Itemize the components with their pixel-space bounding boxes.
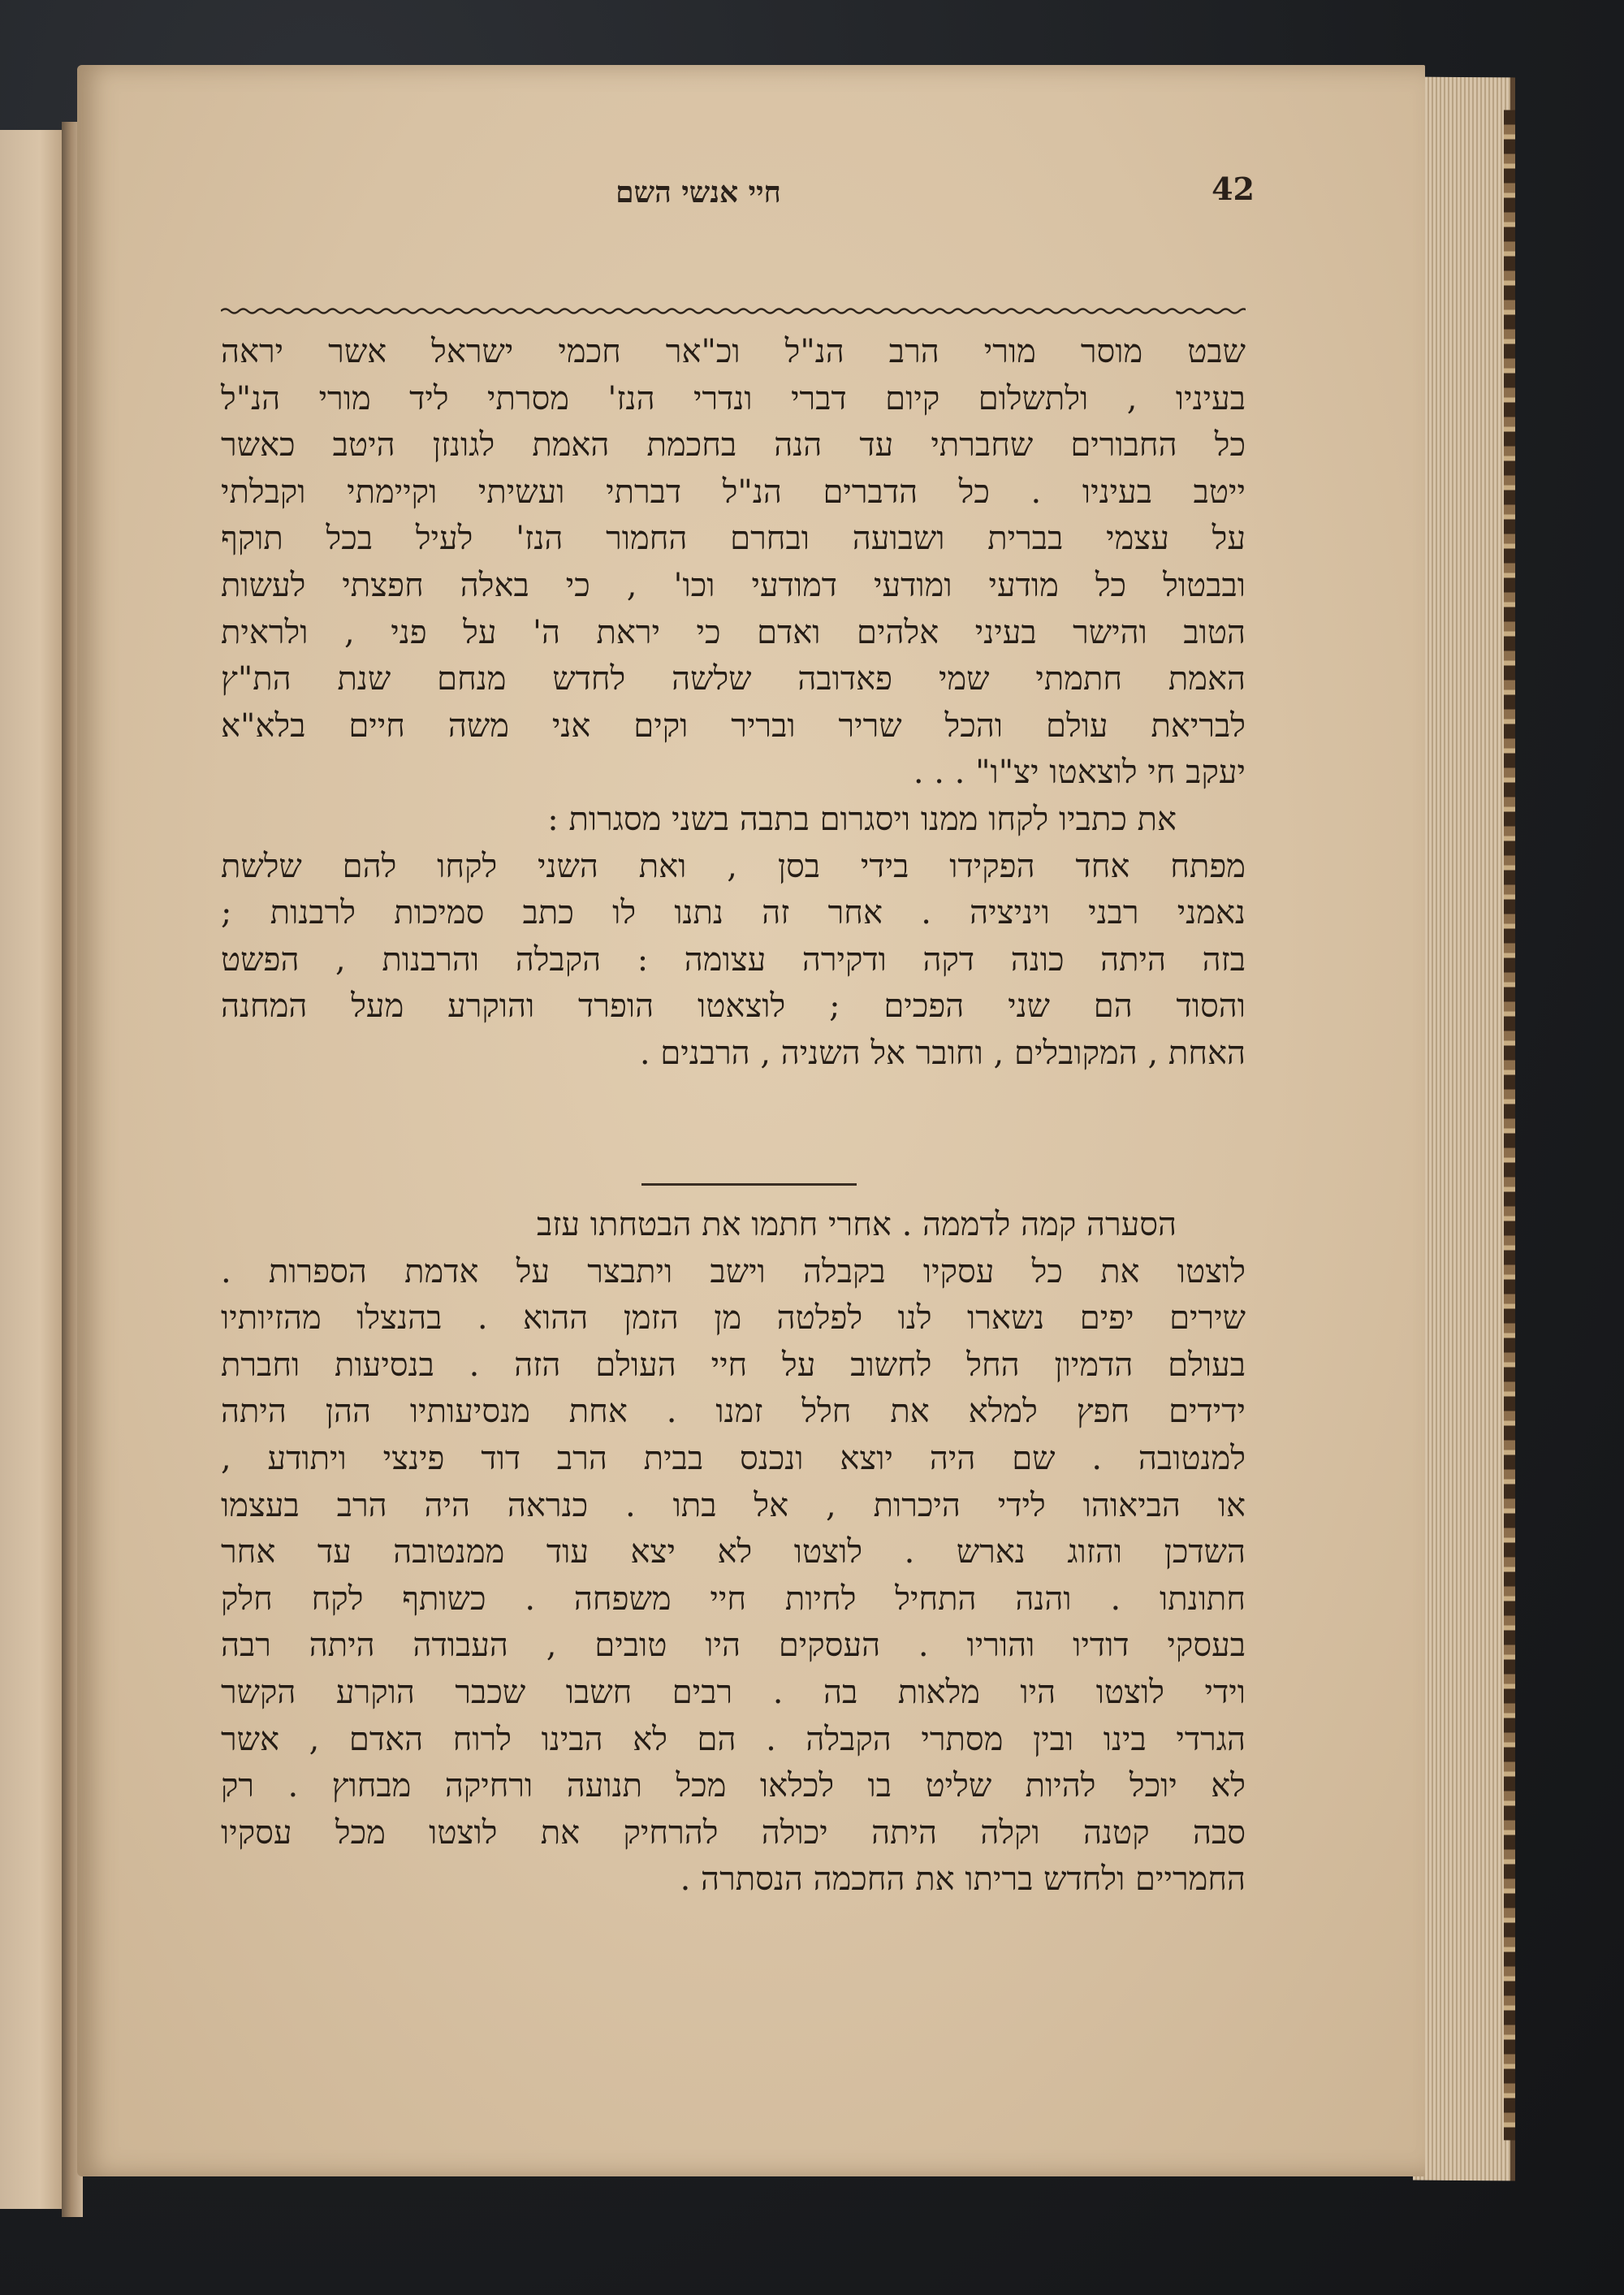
text-line: לא יוכל להיות שליט בו לכלאו מכל תנועה ורחיקה מבחוץ . רק [221,1767,1246,1805]
text-line: שבט מוסר מורי הרב הנ"ל וכ"אר חכמי ישראל אשר יראה [221,333,1246,370]
text-line: והסוד הם שני הפכים ; לוצאטו הופרד והוקרע מעל המחנה [221,988,1246,1026]
text-line: בעולם הדמיון החל לחשוב על חיי העולם הזה . בנסיעות וחברת [221,1346,1246,1384]
text-line: או הביאוהו לידי היכרות , אל בתו . כנראה היה הרב בעצמו [221,1486,1246,1524]
section-1-text [221,329,1246,1078]
text-line: על עצמי בברית ושבועה ובחרם החמור הנז' לעיל בכל תוקף [221,520,1246,558]
text-line: כל החבורים שחברתי עד הנה בחכמת האמת לגונזן היטב כאשר [221,426,1246,465]
page-header [142,171,1255,227]
section-2-text [221,1202,1246,1904]
text-line: בעסקי דודיו והוריו . העסקים היו טובים , העבודה היתה רבה [221,1627,1246,1665]
text-line: מפתח אחד הפקידו בידי בסן , ואת השני לקחו להם שלשת [221,847,1246,885]
text-line: הסערה קמה לדממה . אחרי חתמו את הבטחתו עזב [536,1206,1177,1243]
text-line: לבריאת עולם והכל שריר ובריר וקים אני משה חיים בלא"א [221,707,1246,745]
text-line: למנטובה . שם היה יוצא ונכנס בבית הרב דוד פינצי ויתודע , [221,1439,1246,1477]
page-stack-edge [1413,77,1515,2181]
text-line: את כתביו לקחו ממנו ויסגרום בתבה בשני מסגרות : [547,800,1177,838]
text-line: ייטב בעיניו . כל הדברים הנ"ל דברתי ועשיתי וקיימתי וקבלתי [221,473,1246,511]
text-line: בעיניו , ולתשלום קיום דברי ונדרי הנז' מסרתי ליד מורי הנ"ל [221,379,1246,417]
text-line: האמת חתמתי שמי פאדובה שלשה לחדש מנחם שנת הת"ץ [221,660,1246,698]
text-line: השדכן והזוג נארש . לוצטו לא יצא עוד ממנטובה עד אחר [221,1533,1246,1571]
text-line: סבה קטנה וקלה היתה יכולה להרחיק את לוצטו מכל עסקיו [221,1813,1246,1852]
section-divider [641,1183,857,1186]
text-line: שירים יפים נשארו לנו לפלטה מן הזמן ההוא . בהנצלו מהזיותיו [221,1299,1246,1338]
text-line: האחת , המקובלים , וחובר אל השניה , הרבנים . [639,1034,1246,1072]
running-title: חיי אנשי השם [615,175,781,210]
text-line: החמריים ולחדש בריתו את החכמה הנסתרה . [680,1861,1246,1899]
text-line: הטוב והישר בעיני אלהים ואדם כי יראת ה' על פני , ולראית [221,613,1246,651]
text-line: יעקב חי לוצאטו יצ"ו" . . . [913,754,1246,792]
text-line: נאמני רבני ויניציה . אחר זה נתנו לו כתב סמיכות לרבנות ; [221,894,1246,932]
wavy-divider [221,302,1246,320]
text-line: בזה היתה כונה דקה ודקירה עצומה : הקבלה והרבנות , הפשט [221,940,1246,979]
facing-page-edge [0,130,69,2209]
page-number: 42 [1212,171,1255,207]
text-line: הגרדי בינו ובין מסתרי הקבלה . הם לא הבינו לרוח האדם , אשר [221,1720,1246,1758]
text-line: ובבטול כל מודעי ומודעי דמודעי וכו' , כי באלה חפצתי לעשות [221,566,1246,604]
text-line: לוצטו את כל עסקיו בקבלה וישב ויתבצר על אדמת הספרות . [221,1252,1246,1290]
text-line: ידידים חפץ למלא את חלל זמנו . אחת מנסיעותיו ההן היתה [221,1393,1246,1431]
text-line: וידי לוצטו היו מלאות בה . רבים חשבו שכבר הוקרע הקשר [221,1673,1246,1711]
text-line: חתונתו . והנה התחיל לחיות חיי משפחה . כשותף לקח חלק [221,1580,1246,1618]
